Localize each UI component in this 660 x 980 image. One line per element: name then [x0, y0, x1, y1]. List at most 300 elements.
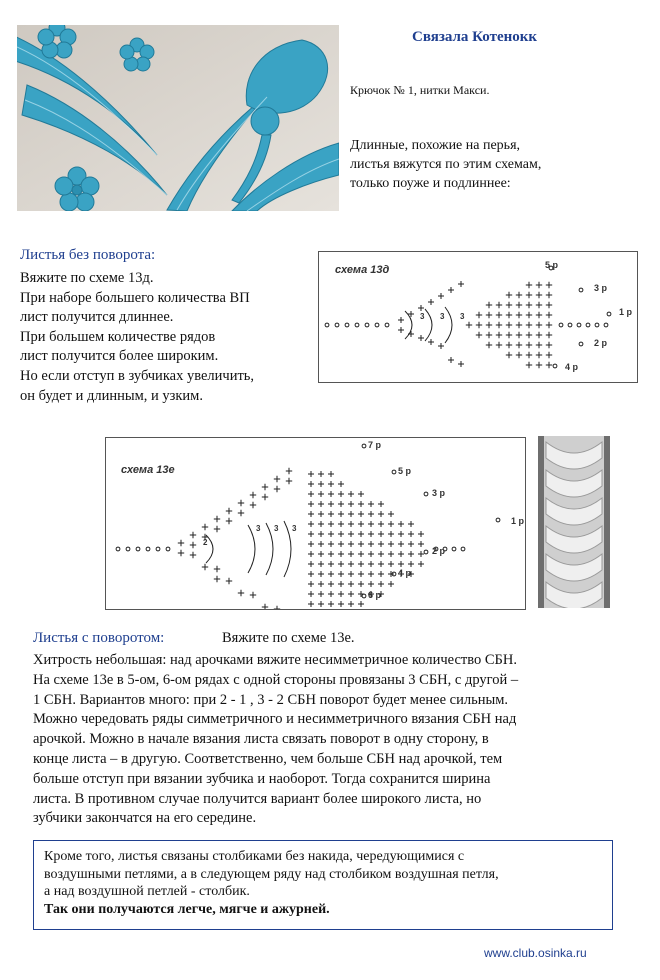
stitch-cross	[476, 332, 482, 338]
chain-loop	[116, 547, 120, 551]
chain-loop	[496, 518, 500, 522]
stitch-cross	[546, 292, 552, 298]
stitch-cross	[526, 292, 532, 298]
stitch-cross	[358, 491, 364, 497]
intro-text	[350, 136, 541, 193]
stitch-cross	[308, 521, 314, 527]
stitch-cross	[398, 541, 404, 547]
stitch-cross	[388, 581, 394, 587]
stitch-cross	[378, 571, 384, 577]
stitch-cross	[418, 561, 424, 567]
stitch-cross	[328, 531, 334, 537]
stitch-cross	[348, 551, 354, 557]
stitch-cross	[448, 287, 454, 293]
stitch-cross	[358, 501, 364, 507]
stitch-cross	[338, 501, 344, 507]
chain-loop	[385, 323, 389, 327]
stitch-cross	[348, 541, 354, 547]
stitch-cross	[418, 531, 424, 537]
stitch-cross	[496, 312, 502, 318]
chain-loop	[461, 547, 465, 551]
stitch-cross	[318, 591, 324, 597]
stitch-cross	[318, 601, 324, 607]
stitch-cross	[308, 561, 314, 567]
stitch-cross	[318, 571, 324, 577]
stitch-cross	[338, 551, 344, 557]
arch	[284, 521, 291, 577]
stitch-cross	[398, 521, 404, 527]
stitch-cross	[398, 317, 404, 323]
arch	[425, 309, 432, 341]
stitch-cross	[318, 531, 324, 537]
stitch-cross	[458, 281, 464, 287]
stitch-cross	[318, 521, 324, 527]
stitch-cross	[526, 362, 532, 368]
stitch-cross	[318, 541, 324, 547]
arch-label: 2	[203, 538, 208, 547]
stitch-cross	[516, 352, 522, 358]
stitch-cross	[308, 481, 314, 487]
chain-loop	[166, 547, 170, 551]
stitch-cross	[368, 541, 374, 547]
stitch-cross	[318, 511, 324, 517]
chain-loop	[146, 547, 150, 551]
stitch-cross	[506, 342, 512, 348]
stitch-cross	[348, 601, 354, 607]
stitch-cross	[214, 516, 220, 522]
stitch-cross	[308, 591, 314, 597]
text-line: При большем количестве рядов	[20, 328, 216, 345]
stitch-cross	[506, 292, 512, 298]
stitch-cross	[286, 468, 292, 474]
row-label: 3 р	[432, 488, 446, 498]
arch-label: 3	[420, 312, 425, 321]
stitch-cross	[378, 581, 384, 587]
stitch-cross	[338, 591, 344, 597]
stitch-cross	[226, 518, 232, 524]
chain-loop	[126, 547, 130, 551]
stitch-cross	[308, 511, 314, 517]
stitch-cross	[328, 541, 334, 547]
stitch-cross	[458, 361, 464, 367]
row-label: 7 р	[368, 440, 382, 450]
stitch-cross	[506, 322, 512, 328]
stitch-cross	[418, 551, 424, 557]
stitch-cross	[274, 606, 280, 609]
stitch-cross	[358, 521, 364, 527]
stitch-cross	[328, 471, 334, 477]
section-no-turn-heading: Листья без поворота:	[20, 247, 156, 263]
text-line: лист получится более широким.	[20, 348, 219, 365]
stitch-cross	[398, 531, 404, 537]
chain-loop	[559, 323, 563, 327]
stitch-cross	[536, 292, 542, 298]
chain-loop	[335, 323, 339, 327]
text-line: Вяжите по схеме 13д.	[20, 270, 154, 286]
stitch-cross	[546, 332, 552, 338]
arch-label: 3	[256, 524, 261, 533]
stitch-cross	[348, 561, 354, 567]
stitch-cross	[368, 551, 374, 557]
stitch-cross	[308, 601, 314, 607]
schema-13e-symbols	[106, 438, 525, 609]
stitch-cross	[526, 312, 532, 318]
stitch-cross	[368, 511, 374, 517]
stitch-cross	[526, 332, 532, 338]
stitch-cross	[308, 491, 314, 497]
stitch-cross	[486, 302, 492, 308]
stitch-cross	[546, 352, 552, 358]
crochet-leaves-illustration	[17, 25, 339, 211]
chain-loop	[595, 323, 599, 327]
section-turn-text	[33, 651, 623, 829]
stitch-cross	[262, 494, 268, 500]
stitch-cross	[328, 571, 334, 577]
crochet-leaves-photo	[17, 25, 339, 211]
stitch-cross	[262, 484, 268, 490]
stitch-cross	[398, 551, 404, 557]
arch	[266, 523, 273, 575]
stitch-cross	[496, 342, 502, 348]
chain-loop	[604, 323, 608, 327]
stitch-cross	[238, 510, 244, 516]
stitch-cross	[348, 571, 354, 577]
schema-label: схема 13д	[335, 264, 390, 276]
stitch-cross	[250, 592, 256, 598]
stitch-cross	[388, 521, 394, 527]
stitch-cross	[496, 322, 502, 328]
stitch-cross	[338, 541, 344, 547]
stitch-cross	[286, 478, 292, 484]
stitch-cross	[388, 531, 394, 537]
stitch-cross	[328, 591, 334, 597]
note-line: а над воздушной петлей - столбик.	[44, 884, 250, 899]
chain-loop	[362, 594, 366, 598]
stitch-cross	[328, 601, 334, 607]
chain-loop	[424, 550, 428, 554]
stitch-cross	[338, 561, 344, 567]
stitch-cross	[448, 357, 454, 363]
stitch-cross	[536, 352, 542, 358]
stitch-cross	[546, 312, 552, 318]
schema-13d-symbols	[319, 252, 637, 382]
stitch-cross	[318, 491, 324, 497]
knitted-strip-illustration	[538, 436, 610, 608]
chain-loop	[568, 323, 572, 327]
intro-line: листья вяжутся по этим схемам,	[350, 157, 542, 172]
stitch-cross	[338, 521, 344, 527]
stitch-cross	[262, 604, 268, 609]
stitch-cross	[526, 322, 532, 328]
stitch-cross	[318, 581, 324, 587]
stitch-cross	[190, 542, 196, 548]
stitch-cross	[486, 342, 492, 348]
stitch-cross	[358, 541, 364, 547]
stitch-cross	[238, 590, 244, 596]
arch-label: 3	[460, 312, 465, 321]
stitch-cross	[546, 282, 552, 288]
chain-loop	[586, 323, 590, 327]
chain-loop	[362, 444, 366, 448]
stitch-cross	[378, 551, 384, 557]
stitch-cross	[388, 541, 394, 547]
stitch-cross	[318, 561, 324, 567]
stitch-cross	[388, 561, 394, 567]
stitch-cross	[506, 302, 512, 308]
arch-label: 3	[440, 312, 445, 321]
stitch-cross	[250, 502, 256, 508]
stitch-cross	[368, 501, 374, 507]
text-line: больше отступ при вязании зубчика и наоборот. Тогда сохранится ширина	[33, 770, 491, 787]
stitch-cross	[338, 571, 344, 577]
stitch-cross	[348, 531, 354, 537]
text-line: конце листа – в другую. Соответственно, чем больше СБН над арочкой, тем	[33, 750, 503, 767]
chain-loop	[355, 323, 359, 327]
schema-13e-diagram	[105, 437, 526, 610]
stitch-cross	[348, 581, 354, 587]
stitch-cross	[190, 532, 196, 538]
stitch-cross	[378, 521, 384, 527]
stitch-cross	[536, 282, 542, 288]
stitch-cross	[536, 312, 542, 318]
stitch-cross	[328, 561, 334, 567]
stitch-cross	[388, 551, 394, 557]
stitch-cross	[308, 551, 314, 557]
stitch-cross	[226, 508, 232, 514]
stitch-cross	[398, 561, 404, 567]
stitch-cross	[358, 511, 364, 517]
row-label: 6 р	[368, 590, 382, 600]
row-label: 1 р	[619, 307, 633, 317]
stitch-cross	[358, 561, 364, 567]
chain-loop	[579, 288, 583, 292]
chain-loop	[375, 323, 379, 327]
stitch-cross	[338, 511, 344, 517]
stitch-cross	[338, 491, 344, 497]
knitted-strip-photo	[538, 436, 610, 608]
stitch-cross	[536, 362, 542, 368]
row-label: 5 р	[398, 466, 412, 476]
stitch-cross	[308, 541, 314, 547]
stitch-cross	[408, 521, 414, 527]
arch-label: 3	[274, 524, 279, 533]
arch	[248, 525, 255, 573]
note-line: Кроме того, листья связаны столбиками без накида, чередующимися с	[44, 849, 465, 864]
stitch-cross	[328, 491, 334, 497]
section-no-turn-text	[20, 269, 254, 406]
stitch-cross	[358, 571, 364, 577]
row-label: 5 р	[545, 260, 559, 270]
stitch-cross	[506, 352, 512, 358]
stitch-cross	[536, 302, 542, 308]
text-line: он будет и длинным, и узким.	[20, 387, 203, 404]
row-label: 1 р	[511, 516, 525, 526]
text-line: зубчики закончатся на его середине.	[33, 810, 257, 827]
hook-info: Крючок № 1, нитки Макси.	[350, 83, 490, 97]
stitch-cross	[348, 491, 354, 497]
intro-line: только поуже и подлиннее:	[350, 176, 511, 191]
chain-loop	[365, 323, 369, 327]
stitch-cross	[338, 531, 344, 537]
schema-label: схема 13е	[121, 464, 175, 476]
stitch-cross	[378, 501, 384, 507]
stitch-cross	[378, 561, 384, 567]
stitch-cross	[496, 332, 502, 338]
stitch-cross	[338, 581, 344, 587]
note-bold-line: Так они получаются легче, мягче и ажурней.	[44, 901, 330, 917]
stitch-cross	[546, 342, 552, 348]
row-label: 3 р	[594, 283, 608, 293]
stitch-cross	[378, 531, 384, 537]
stitch-cross	[526, 352, 532, 358]
stitch-cross	[202, 524, 208, 530]
note-box	[33, 840, 613, 930]
arch	[445, 307, 452, 343]
chain-loop	[424, 492, 428, 496]
note-line: воздушными петлями, а в следующем ряду над столбиком воздушная петля,	[44, 866, 499, 882]
stitch-cross	[348, 501, 354, 507]
stitch-cross	[408, 551, 414, 557]
stitch-cross	[368, 561, 374, 567]
stitch-cross	[536, 332, 542, 338]
stitch-cross	[536, 322, 542, 328]
stitch-cross	[328, 551, 334, 557]
stitch-cross	[348, 521, 354, 527]
stitch-cross	[214, 566, 220, 572]
stitch-cross	[506, 312, 512, 318]
stitch-cross	[226, 578, 232, 584]
intro-line: Длинные, похожие на перья,	[350, 138, 521, 153]
stitch-cross	[178, 540, 184, 546]
stitch-cross	[408, 531, 414, 537]
stitch-cross	[486, 332, 492, 338]
text-line: листа. В противном случае получится вариант более широкого листа, но	[33, 790, 482, 807]
site-url-link[interactable]: www.club.osinka.ru	[484, 946, 587, 960]
stitch-cross	[506, 332, 512, 338]
text-line: Можно чередовать ряды симметричного и несимметричного вязания СБН над	[33, 711, 517, 728]
stitch-cross	[308, 571, 314, 577]
stitch-cross	[516, 312, 522, 318]
stitch-cross	[418, 305, 424, 311]
chain-loop	[392, 470, 396, 474]
chain-loop	[553, 364, 557, 368]
row-label: 2 р	[594, 338, 608, 348]
stitch-cross	[214, 576, 220, 582]
text-line: Но если отступ в зубчиках увеличить,	[20, 367, 255, 384]
stitch-cross	[308, 471, 314, 477]
stitch-cross	[338, 481, 344, 487]
schema-13d-diagram	[318, 251, 638, 383]
text-line: лист получится длиннее.	[20, 309, 174, 326]
stitch-cross	[496, 302, 502, 308]
text-line: арочкой. Можно в начале вязания листа связать поворот в одну сторону, в	[33, 731, 489, 748]
row-label: 2 р	[432, 546, 446, 556]
stitch-cross	[526, 302, 532, 308]
stitch-cross	[338, 601, 344, 607]
stitch-cross	[428, 299, 434, 305]
text-line: Хитрость небольшая: над арочками вяжите несимметричное количество СБН.	[33, 652, 517, 668]
stitch-cross	[486, 312, 492, 318]
stitch-cross	[398, 327, 404, 333]
stitch-cross	[238, 500, 244, 506]
stitch-cross	[190, 552, 196, 558]
stitch-cross	[378, 511, 384, 517]
row-label: 4 р	[565, 362, 579, 372]
stitch-cross	[202, 564, 208, 570]
stitch-cross	[318, 551, 324, 557]
stitch-cross	[358, 601, 364, 607]
stitch-cross	[378, 541, 384, 547]
stitch-cross	[328, 521, 334, 527]
stitch-cross	[388, 511, 394, 517]
chain-loop	[345, 323, 349, 327]
stitch-cross	[318, 501, 324, 507]
chain-loop	[577, 323, 581, 327]
stitch-cross	[358, 531, 364, 537]
stitch-cross	[546, 362, 552, 368]
chain-loop	[136, 547, 140, 551]
stitch-cross	[516, 322, 522, 328]
stitch-cross	[546, 302, 552, 308]
text-line: На схеме 13е в 5-ом, 6-ом рядах с одной стороны провязаны 3 СБН, с другой –	[33, 671, 519, 688]
stitch-cross	[328, 481, 334, 487]
stitch-cross	[318, 481, 324, 487]
stitch-cross	[348, 511, 354, 517]
stitch-cross	[418, 541, 424, 547]
chain-loop	[156, 547, 160, 551]
stitch-cross	[476, 312, 482, 318]
stitch-cross	[438, 293, 444, 299]
stitch-cross	[526, 282, 532, 288]
stitch-cross	[368, 581, 374, 587]
stitch-cross	[328, 501, 334, 507]
stitch-cross	[274, 476, 280, 482]
stitch-cross	[358, 581, 364, 587]
stitch-cross	[526, 342, 532, 348]
stitch-cross	[516, 332, 522, 338]
page-title: Связала Котенокк	[412, 29, 538, 45]
stitch-cross	[328, 581, 334, 587]
stitch-cross	[438, 343, 444, 349]
stitch-cross	[408, 561, 414, 567]
stitch-cross	[358, 551, 364, 557]
stitch-cross	[408, 541, 414, 547]
text-line: 1 СБН. Вариантов много: при 2 - 1 , 3 - 2 СБН поворот будет менее сильным.	[33, 691, 509, 708]
chain-loop	[607, 312, 611, 316]
stitch-cross	[250, 492, 256, 498]
stitch-cross	[214, 526, 220, 532]
stitch-cross	[308, 501, 314, 507]
stitch-cross	[328, 511, 334, 517]
stitch-cross	[516, 302, 522, 308]
chain-loop	[579, 342, 583, 346]
chain-loop	[325, 323, 329, 327]
stitch-cross	[516, 342, 522, 348]
stitch-cross	[178, 550, 184, 556]
stitch-cross	[308, 531, 314, 537]
stitch-cross	[466, 322, 472, 328]
chain-loop	[452, 547, 456, 551]
arch-label: 3	[292, 524, 297, 533]
stitch-cross	[308, 581, 314, 587]
stitch-cross	[418, 335, 424, 341]
stitch-cross	[476, 322, 482, 328]
stitch-cross	[348, 591, 354, 597]
stitch-cross	[368, 571, 374, 577]
stitch-cross	[546, 322, 552, 328]
stitch-cross	[486, 322, 492, 328]
stitch-cross	[274, 486, 280, 492]
